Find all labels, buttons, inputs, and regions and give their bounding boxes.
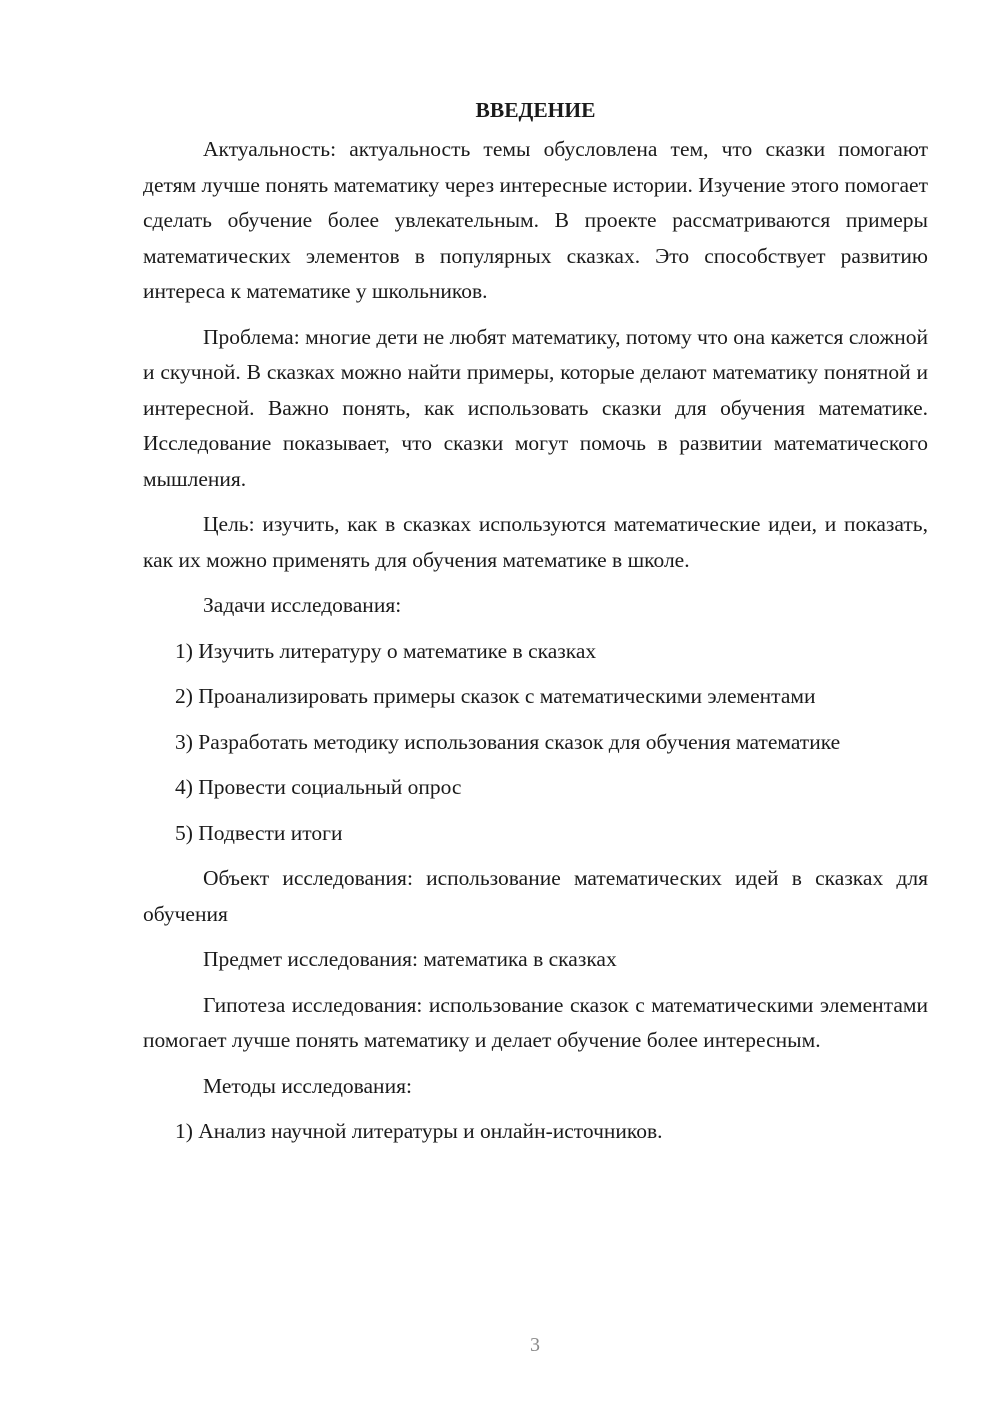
relevance-paragraph: Актуальность: актуальность темы обусловлена тем, что сказки помогают детям лучше понять математику через интересные истории. Изучение этого помогает сделать обучение более увлекательным. В проекте рассматриваются примеры математических элементов в популярных сказках. Это способствует развитию интереса к математике у школьников. xyxy=(143,137,928,303)
task-item-1: 1) Изучить литературу о математике в сказках xyxy=(175,638,597,663)
page-number: 3 xyxy=(530,1334,540,1356)
task-item-2: 2) Проанализировать примеры сказок с математическими элементами xyxy=(175,684,816,708)
task-item-5: 5) Подвести итоги xyxy=(175,820,343,845)
subject-paragraph: Предмет исследования: математика в сказках xyxy=(203,947,617,971)
tasks-heading: Задачи исследования: xyxy=(203,593,402,617)
goal-paragraph: Цель: изучить, как в сказках используются математические идеи, и показать, как их можно применять для обучения математике в школе. xyxy=(143,512,928,572)
methods-heading: Методы исследования: xyxy=(203,1073,412,1098)
task-item-4: 4) Провести социальный опрос xyxy=(175,775,462,799)
method-item-1: 1) Анализ научной литературы и онлайн-источников. xyxy=(175,1119,663,1143)
document-page xyxy=(143,92,928,1160)
object-paragraph: Объект исследования: использование математических идей в сказках для обучения xyxy=(143,866,928,926)
section-title: ВВЕДЕНИЕ xyxy=(475,98,596,122)
task-item-3: 3) Разработать методику использования сказок для обучения математике xyxy=(175,729,841,754)
problem-paragraph: Проблема: многие дети не любят математику, потому что она кажется сложной и скучной. В сказках можно найти примеры, которые делают математику понятной и интересной. Важно понять, как использовать сказки для обучения математике. Исследование показывает, что сказки могут помочь в развитии математического мышления. xyxy=(143,324,928,491)
hypothesis-paragraph: Гипотеза исследования: использование сказок с математическими элементами помогает лучше понять математику и делает обучение более интересным. xyxy=(143,992,928,1052)
